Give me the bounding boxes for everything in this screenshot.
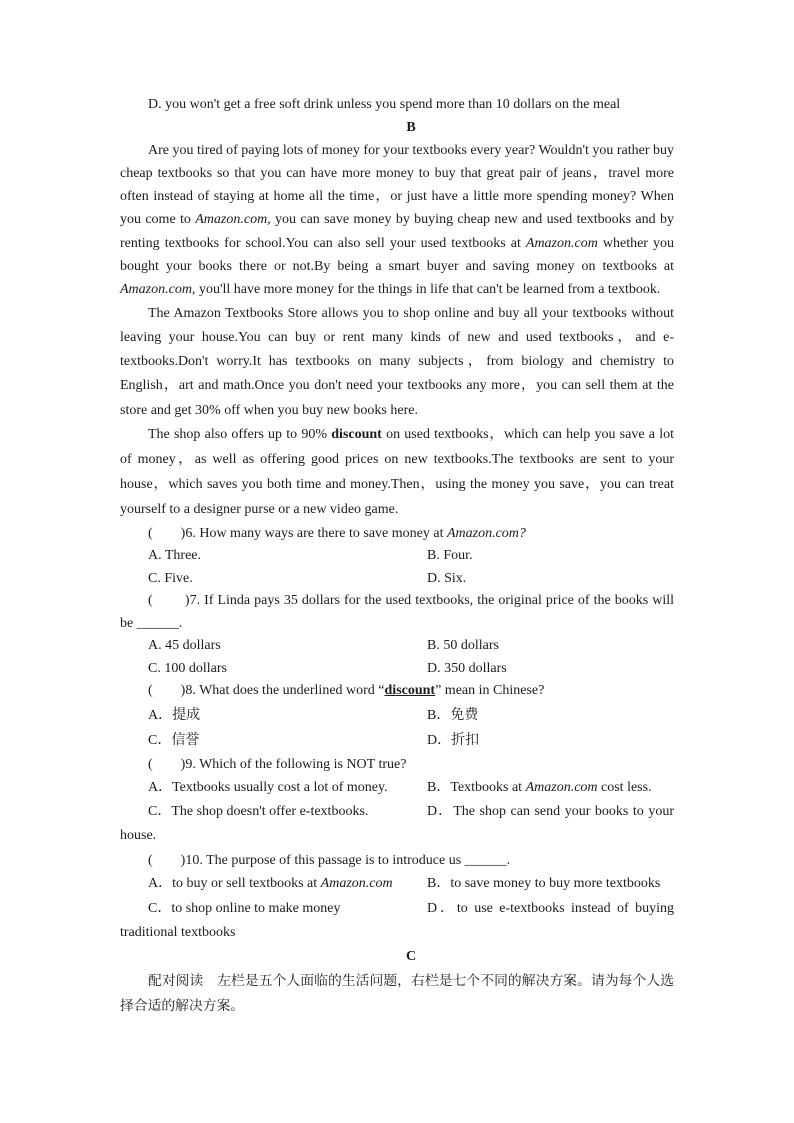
paragraph-text: on used textbooks，which can help you save a lot of money，as well as offering good prices on new textbooks.The textbooks are sent to your house，which saves you both time and money.Then，using the money you save，you can treat yourself to a designer purse or a new video game. — [120, 427, 674, 517]
question-text: 9. Which of the following is NOT true? — [185, 756, 407, 772]
question-text: 7. If Linda pays 35 dollars for the used textbooks, the original price of the books will be ______. — [120, 593, 675, 631]
question-8 — [120, 680, 674, 753]
option-row — [120, 897, 674, 946]
website-name: Amazon.com — [525, 235, 598, 251]
section-b-heading: B — [406, 119, 416, 135]
question-stem — [120, 523, 674, 546]
question-10 — [120, 849, 674, 946]
underlined-word: discount — [384, 683, 436, 699]
option-b: B．to save money to buy more textbooks — [427, 876, 661, 892]
answer-blank: ( ) — [148, 852, 186, 868]
keyword-discount: discount — [331, 427, 382, 443]
paragraph-text: you can save money by buying cheap new and used textbooks and by renting textbooks for school.You can also sell your used textbooks at — [120, 212, 674, 251]
website-name: Amazon.com? — [446, 525, 526, 541]
answer-blank: ( ) — [148, 683, 186, 699]
passage-paragraph-2: The Amazon Textbooks Store allows you to shop online and buy all your textbooks without leaving your house.You can buy or rent many kinds of new and used textbooks，and e-textbooks.Don't worry.It has textbooks on many subjects，from biology and chemistry to English，art and math.Once you don't need your textbooks any more，you can sell them at the store and get 30% off when you buy new books here. — [120, 305, 674, 418]
option-d: D. 350 dollars — [427, 660, 507, 676]
option-row — [120, 658, 674, 681]
option-b: B. Four. — [427, 548, 473, 564]
option-d: D．The shop can send your books to your house. — [120, 803, 674, 844]
section-c-heading: C — [405, 948, 417, 964]
option-row — [120, 800, 674, 849]
option-row — [120, 545, 674, 568]
question-7 — [120, 590, 674, 680]
website-name: Amazon.com, — [120, 282, 196, 298]
question-text: 6. How many ways are there to save money at — [185, 525, 447, 541]
question-stem — [120, 680, 674, 703]
option-row — [120, 872, 674, 897]
paragraph-text: Are you tired of paying lots of money for your textbooks every year? Wouldn't you rather buy cheap textbooks so that you can have more money to buy that great pair of jeans，travel more often instead of staying at home all the time，or just have a little more spending money? When you come to — [120, 142, 675, 228]
passage-paragraph-1 — [120, 139, 674, 302]
passage-paragraph-3 — [120, 423, 674, 523]
option-row — [120, 568, 674, 591]
question-text: ” mean in Chinese? — [435, 683, 545, 699]
question-stem — [120, 590, 674, 635]
option-text: cost less. — [597, 779, 652, 795]
answer-blank: ( ) — [148, 525, 186, 541]
website-name: Amazon.com, — [195, 212, 271, 228]
section-c-instruction: 配对阅读 左栏是五个人面临的生活问题，右栏是七个不同的解决方案。请为每个人选择合适的解决方案。 — [120, 973, 674, 1014]
question-text: 8. What does the underlined word “ — [185, 683, 385, 699]
option-c: C. 100 dollars — [148, 660, 227, 676]
answer-blank: ( ) — [148, 756, 186, 772]
option-text: A．to buy or sell textbooks at — [148, 876, 321, 892]
option-c: C．The shop doesn't offer e-textbooks. — [148, 803, 369, 819]
option-row — [120, 635, 674, 658]
question-stem — [120, 849, 674, 873]
option-c: C．信誉 — [148, 732, 200, 748]
option-row — [120, 728, 674, 753]
option-c: C．to shop online to make money — [148, 900, 341, 916]
option-text: B．Textbooks at — [427, 779, 526, 795]
answer-blank: ( ) — [148, 593, 190, 609]
option-b: B．免费 — [427, 707, 479, 723]
option-c: C. Five. — [148, 570, 193, 586]
option-b — [427, 780, 652, 795]
paragraph-text: The shop also offers up to 90% — [148, 427, 332, 443]
option-d: D．to use e-textbooks instead of buying traditional textbooks — [120, 900, 674, 941]
question-stem — [120, 753, 674, 776]
option-a: A. Three. — [148, 548, 201, 564]
question-9 — [120, 753, 674, 849]
option-d: D．折扣 — [427, 732, 480, 748]
paragraph-text: whether you bought your books there or not.By being a smart buyer and saving money on textbooks at — [120, 235, 674, 274]
option-row — [120, 703, 674, 728]
option-a — [148, 872, 427, 897]
option-a: A. 45 dollars — [148, 638, 221, 654]
option-a: A．Textbooks usually cost a lot of money. — [148, 779, 388, 795]
website-name: Amazon.com — [525, 779, 598, 795]
option-d: D. Six. — [427, 570, 467, 586]
option-b: B. 50 dollars — [427, 638, 499, 654]
prior-question-option-d: D. you won't get a free soft drink unless you spend more than 10 dollars on the meal — [148, 96, 621, 112]
option-a: A．提成 — [148, 707, 201, 723]
paragraph-text: you'll have more money for the things in life that can't be learned from a textbook. — [195, 282, 661, 298]
website-name: Amazon.com — [320, 876, 393, 892]
question-text: 10. The purpose of this passage is to introduce us ______. — [185, 852, 511, 868]
question-6 — [120, 523, 674, 591]
option-row — [120, 776, 674, 800]
